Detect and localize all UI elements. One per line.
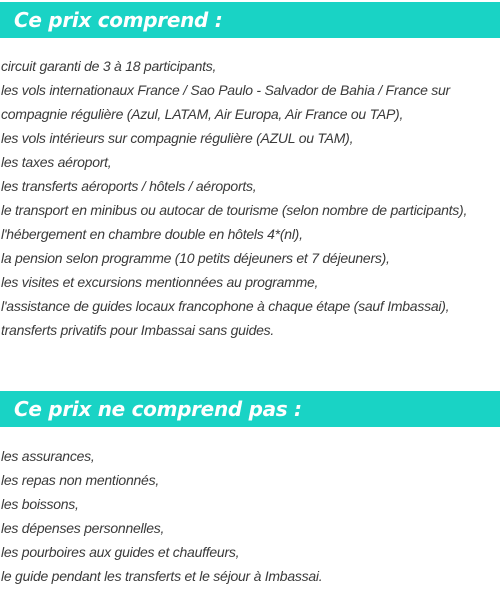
list-item: transferts privatifs pour Imbassai sans guides. <box>1 322 275 338</box>
list-item: la pension selon programme (10 petits déjeuners et 7 déjeuners), <box>1 250 390 266</box>
excludes-list <box>0 444 500 588</box>
list-item: les assurances, <box>1 448 95 464</box>
list-item: les repas non mentionnés, <box>1 472 159 488</box>
list-item: les vols internationaux France / Sao Paulo - Salvador de Bahia / France sur compagnie régulière (Azul, LATAM, Air Europa, Air France ou TAP), <box>1 82 450 122</box>
list-item: les dépenses personnelles, <box>1 520 165 536</box>
list-item: les pourboires aux guides et chauffeurs, <box>1 544 240 560</box>
includes-section-header <box>0 2 500 38</box>
list-item: l'assistance de guides locaux francophone à chaque étape (sauf Imbassai), <box>1 298 450 314</box>
list-item: les taxes aéroport, <box>1 154 112 170</box>
includes-list <box>0 54 500 342</box>
list-item: circuit garanti de 3 à 18 participants, <box>1 58 217 74</box>
list-item: le transport en minibus ou autocar de tourisme (selon nombre de participants), <box>1 202 468 218</box>
list-item: les vols intérieurs sur compagnie régulière (AZUL ou TAM), <box>1 130 354 146</box>
excludes-section-title: Ce prix ne comprend pas : <box>14 397 302 421</box>
excludes-section-header <box>0 391 500 427</box>
includes-section-title: Ce prix comprend : <box>14 8 223 32</box>
list-item: les transferts aéroports / hôtels / aéroports, <box>1 178 257 194</box>
list-item: l'hébergement en chambre double en hôtels 4*(nl), <box>1 226 303 242</box>
list-item: les boissons, <box>1 496 79 512</box>
list-item: le guide pendant les transferts et le séjour à Imbassai. <box>1 568 323 584</box>
list-item: les visites et excursions mentionnées au programme, <box>1 274 319 290</box>
